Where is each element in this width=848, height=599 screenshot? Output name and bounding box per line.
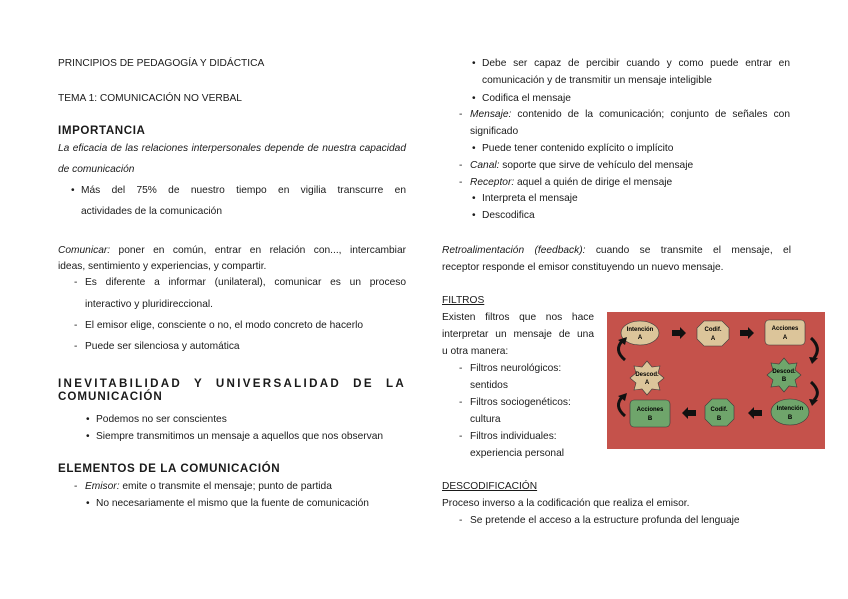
node-acciones-b [630,400,670,427]
node-intencion-b [771,399,809,425]
comunicar-def-line1: poner en común, entrar en relación con..., intercambiar [110,245,406,256]
node-intencion-b-label: Intención [776,406,804,412]
node-descod-a-sub: A [644,380,650,386]
emisor-bullet-2-line2: comunicación y de transmitir un mensaje inteligible [482,75,712,86]
node-codif-b-sub: B [716,416,722,422]
retro-def-line2: receptor responde el emisor constituyendo un nuevo mensaje. [442,262,724,273]
importancia-quote [58,142,406,177]
mensaje-term: Mensaje: [470,109,512,120]
filtro-1-line1: - Filtros neurológicos: [470,362,571,376]
node-descod-b [767,358,801,392]
comunicar-list [85,276,406,354]
emisor-bullet-2-line1: • Debe ser capaz de percibir cuando y como puede entrar en [482,57,790,71]
filtros-intro-line3: u otra manera: [442,346,509,357]
node-descod-a-label: Descod. [635,372,659,378]
node-intencion-a [621,321,659,345]
retroalimentacion-paragraph [442,244,791,275]
node-descod-b-label: Descod. [772,369,796,375]
inevitabilidad-heading-line1: INEVITABILIDAD Y UNIVERSALIDAD DE LA [58,377,406,390]
canal-item [470,159,693,173]
tema-title: TEMA 1: COMUNICACIÓN NO VERBAL [58,93,242,104]
filtros-list [470,362,571,461]
node-codif-b [705,399,734,426]
node-descod-b-sub: B [781,377,787,383]
comunicar-item-2: - El emisor elige, consciente o no, el modo concreto de hacerlo [85,319,406,333]
canal-term: Canal: [470,160,500,171]
receptor-bullet-2: • Descodifica [482,209,535,223]
inevitabilidad-heading [58,377,406,403]
curve-arrow-top-right [811,338,817,358]
inevitabilidad-heading-line2: COMUNICACIÓN [58,390,163,403]
node-descod-a [630,361,664,395]
importancia-bullet-line1: • Más del 75% de nuestro tiempo en vigilia transcurre en [81,184,406,198]
node-acciones-a-label: Acciones [771,326,799,332]
inevitabilidad-list [96,413,383,444]
comunicar-def-line2: ideas, sentimiento y experiencias, y compartir. [58,261,267,272]
descodificacion-heading: DESCODIFICACIÓN [442,481,538,492]
curve-arrow-bottom-right [811,382,817,400]
descodificacion-text: Proceso inverso a la codificación que realiza el emisor. [442,498,690,509]
receptor-item [470,176,672,190]
canal-def: soporte que sirve de vehículo del mensaje [499,160,694,171]
node-codif-b-label: Codif. [710,407,728,413]
importancia-bullet-line2: actividades de la comunicación [81,206,223,217]
receptor-def: aquel a quién de dirige el mensaje [514,177,673,188]
node-acciones-b-sub: B [647,416,653,422]
mensaje-item [470,108,790,139]
filtros-intro-line2: interpretar un mensaje de una [442,329,594,340]
node-acciones-a [765,320,805,345]
filtros-heading: FILTROS [442,295,485,306]
comunicar-item-1-line2: interactivo y pluridireccional. [85,299,213,310]
arrow-right-2 [740,327,754,339]
inevitabilidad-bullet-1: • Podemos no ser conscientes [96,413,383,427]
elementos-heading: ELEMENTOS DE LA COMUNICACIÓN [58,462,281,475]
importancia-quote-line1: La eficacia de las relaciones interpersonales depende de nuestra capacidad [58,143,406,154]
filtro-1-line2: sentidos [470,380,508,391]
emisor-def: emite o transmite el mensaje; punto de partida [119,481,332,492]
emisor-bullet-2 [482,57,790,88]
filtros-intro-line1: Existen filtros que nos hace [442,312,594,323]
emisor-bullet-3: • Codifica el mensaje [482,92,571,106]
node-intencion-a-sub: A [637,335,643,341]
arrow-right-1 [672,327,686,339]
communication-cycle-diagram [607,312,825,449]
node-codif-a-label: Codif. [704,327,722,333]
node-intencion-b-sub: B [787,415,793,421]
receptor-bullet-1: • Interpreta el mensaje [482,192,578,206]
emisor-term: Emisor: [85,481,120,492]
retro-def-line1: cuando se transmite el mensaje, el [585,245,791,256]
comunicar-item-1-line1: - Es diferente a informar (unilateral), comunicar es un proceso [85,276,406,290]
mensaje-bullet: • Puede tener contenido explícito o implícito [482,142,673,156]
node-acciones-a-sub: A [782,335,788,341]
descodificacion-item: - Se pretende el acceso a la estructure profunda del lenguaje [470,514,740,528]
arrow-left-2 [748,407,762,419]
mensaje-def-line1: contenido de la comunicación; conjunto de señales con [511,109,790,120]
filtro-3-line2: experiencia personal [470,448,565,459]
comunicar-definition [58,244,406,274]
filtro-2-line1: - Filtros sociogenéticos: [470,396,571,410]
comunicar-item-3: - Puede ser silenciosa y automática [85,340,406,354]
node-codif-a [697,321,729,346]
receptor-term: Receptor: [470,177,515,188]
mensaje-def-line2: significado [470,126,519,137]
emisor-bullet-1: • No necesariamente el mismo que la fuente de comunicación [96,497,369,511]
document-title: PRINCIPIOS DE PEDAGOGÍA Y DIDÁCTICA [58,58,265,69]
retro-term: Retroalimentación (feedback): [442,245,586,256]
arrow-left-1 [682,407,696,419]
emisor-item [85,480,332,494]
filtro-3-line1: - Filtros individuales: [470,430,571,444]
comunicar-term: Comunicar: [58,245,111,256]
importancia-quote-line2: de comunicación [58,164,135,175]
node-acciones-b-label: Acciones [636,407,664,413]
filtros-intro [442,311,594,359]
inevitabilidad-bullet-2: • Siempre transmitimos un mensaje a aquellos que nos observan [96,430,383,444]
filtro-2-line2: cultura [470,414,501,425]
node-codif-a-sub: A [710,336,716,342]
importancia-bullet [81,184,406,219]
importancia-heading: IMPORTANCIA [58,124,146,137]
node-intencion-a-label: Intención [626,327,654,333]
